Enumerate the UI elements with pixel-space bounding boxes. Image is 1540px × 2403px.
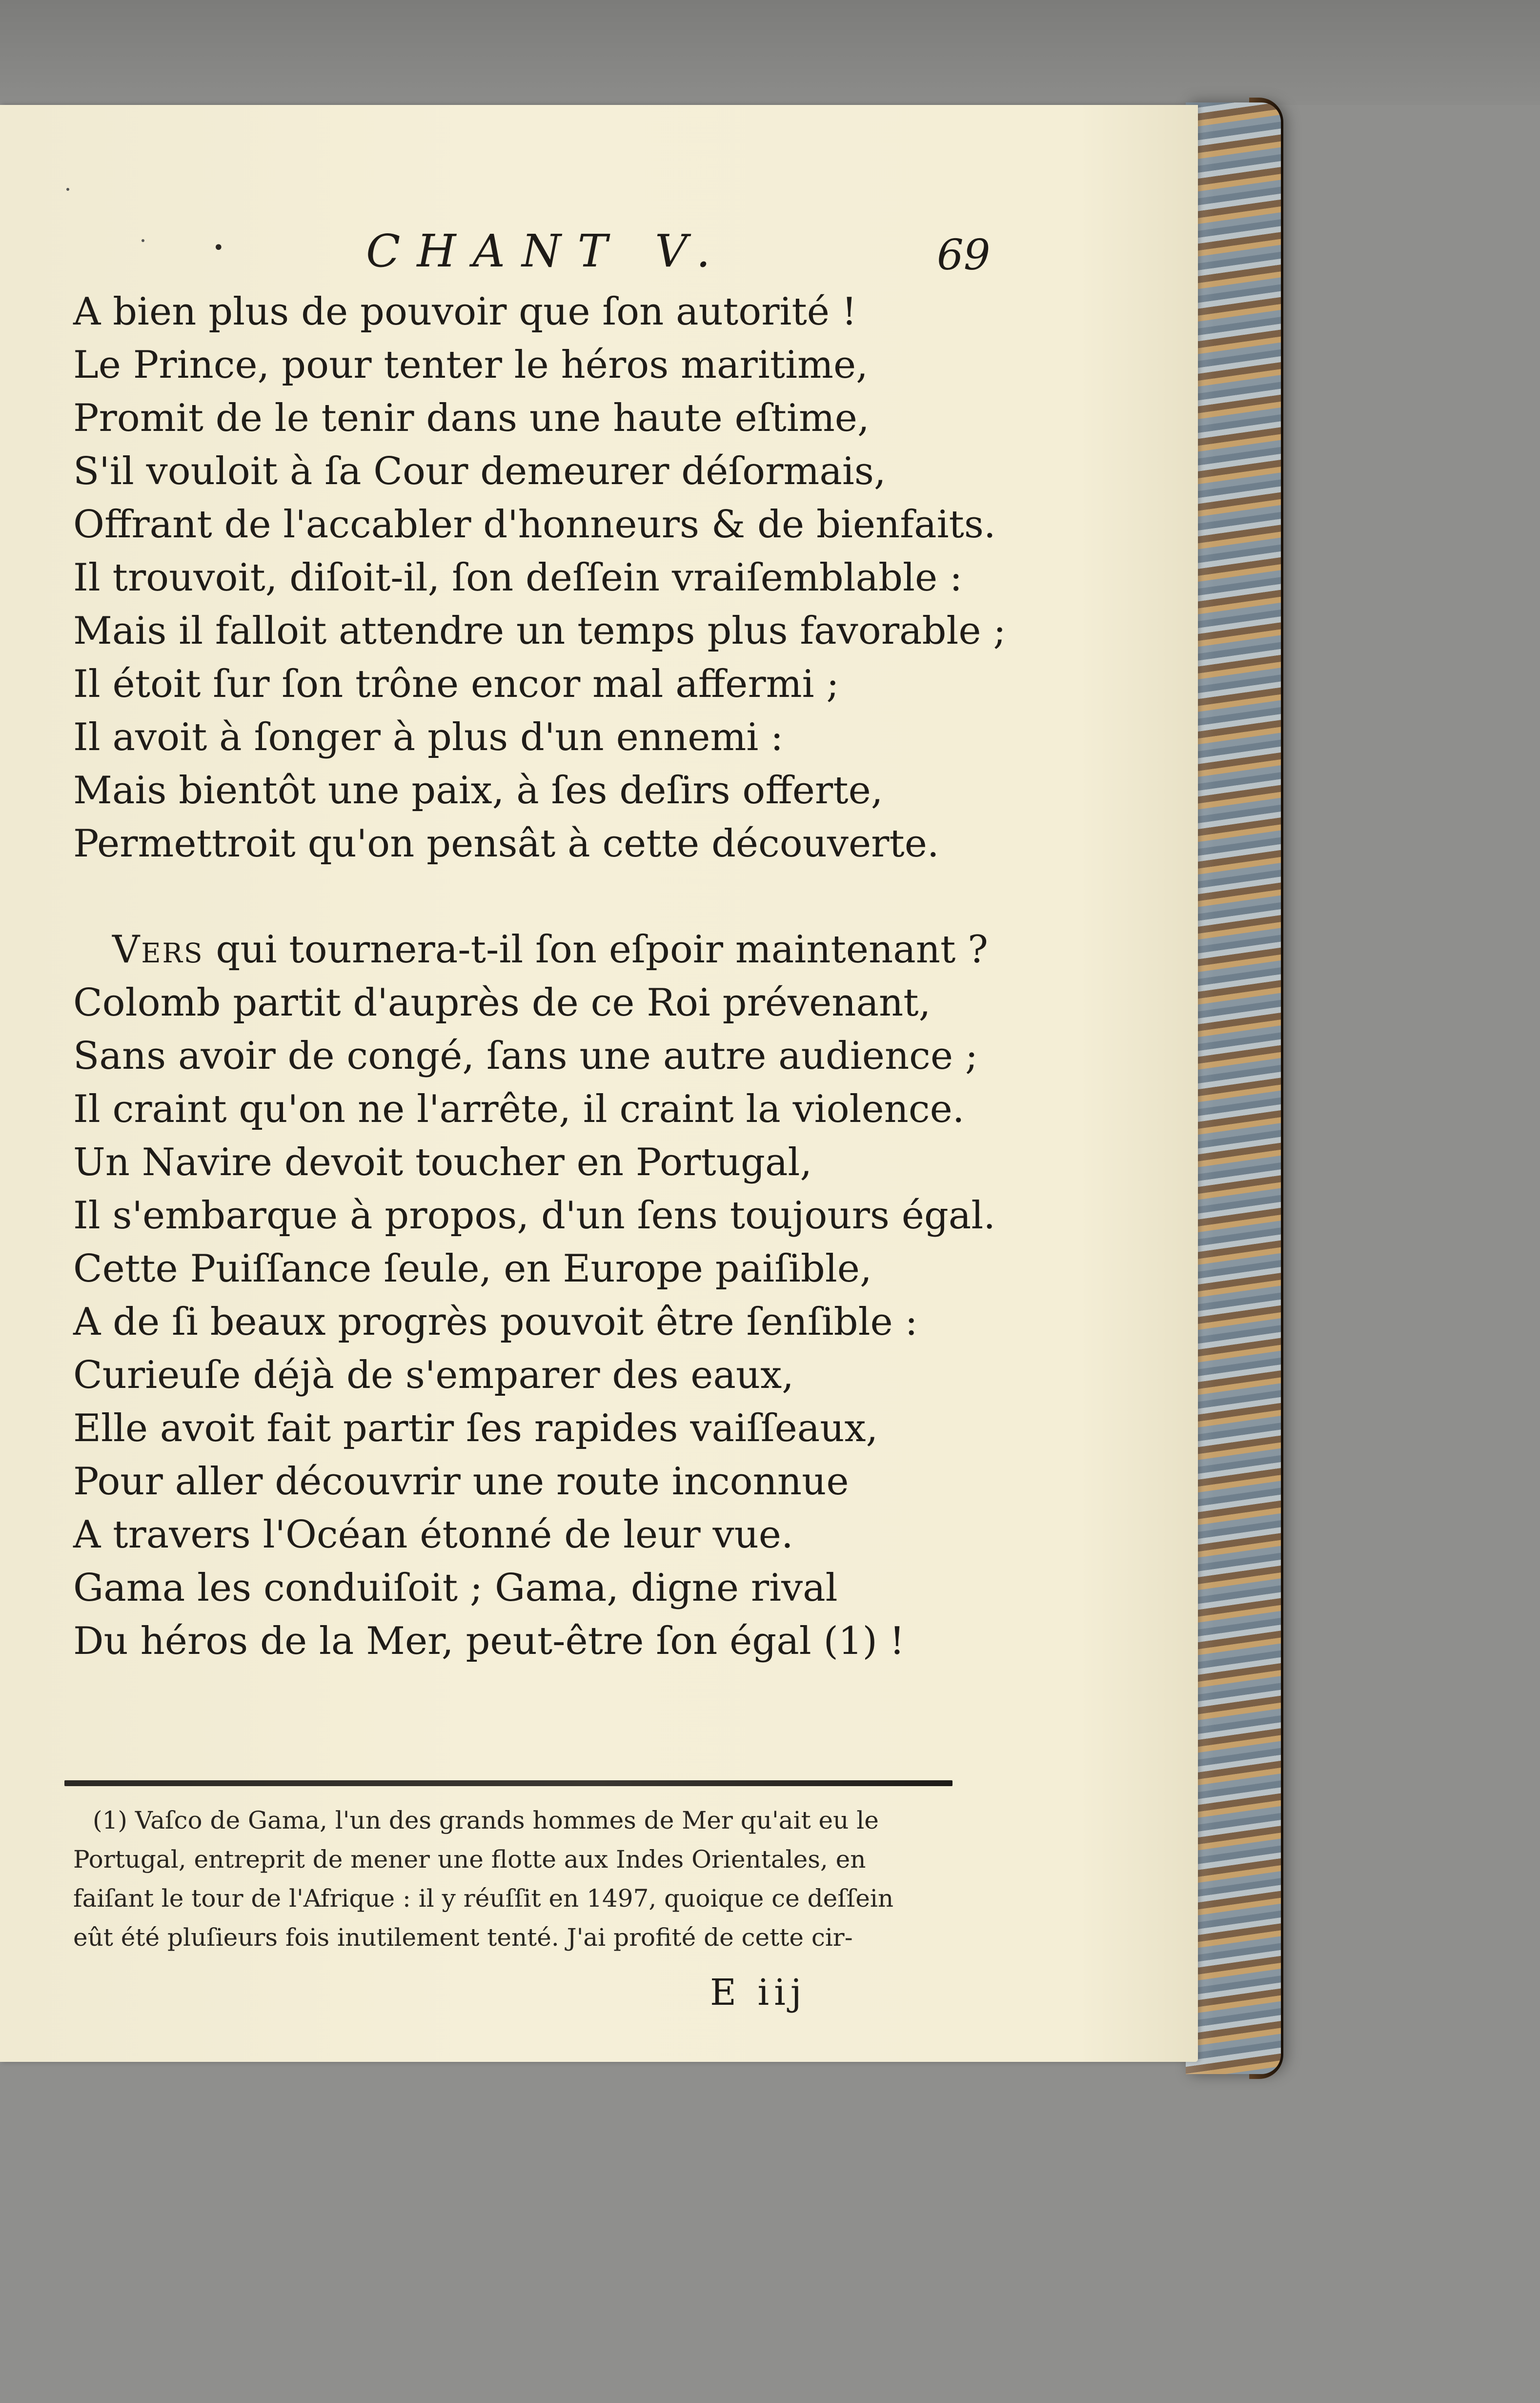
verse-line: Curieuſe déjà de s'emparer des eaux,: [73, 1353, 794, 1397]
verse-line: A travers l'Océan étonné de leur vue.: [73, 1513, 793, 1557]
signature-mark: E iij: [710, 1972, 807, 2014]
footnote-line: (1) Vaſco de Gama, l'un des grands hommes de Mer qu'ait eu le: [93, 1806, 879, 1834]
verse-line: Promit de le tenir dans une haute eſtime,: [73, 396, 870, 440]
ink-speck: [66, 188, 69, 191]
page-number: 69: [937, 231, 991, 280]
verse-line: Un Navire devoit toucher en Portugal,: [73, 1140, 812, 1184]
footnote-line: Portugal, entreprit de mener une flotte aux Indes Orientales, en: [73, 1845, 866, 1874]
verse-line: Il avoit à ſonger à plus d'un ennemi :: [73, 715, 784, 759]
head-ornament: •: [213, 237, 224, 259]
verse-line-rest: qui tournera-t-il ſon eſpoir maintenant ?: [203, 928, 988, 972]
chapter-title: CHANT V.: [366, 225, 727, 277]
verse-line: Il s'embarque à propos, d'un ſens toujours égal.: [73, 1194, 996, 1238]
verse-line: A de ſi beaux progrès pouvoit être ſenſible :: [73, 1300, 918, 1344]
verse-line: S'il vouloit à ſa Cour demeurer déſormais,: [73, 449, 886, 493]
verse-line: Mais bientôt une paix, à ſes deſirs offerte,: [73, 769, 883, 813]
verse-line: A bien plus de pouvoir que ſon autorité !: [73, 290, 857, 334]
verse-line: Colomb partit d'auprès de ce Roi prévenant,: [73, 981, 931, 1025]
verse-line: Il craint qu'on ne l'arrête, il craint la violence.: [73, 1087, 965, 1131]
verse-line: Gama les conduiſoit ; Gama, digne rival: [73, 1566, 838, 1610]
verse-line: Sans avoir de congé, ſans une autre audience ;: [73, 1034, 978, 1078]
verse-line: Mais il falloit attendre un temps plus favorable ;: [73, 609, 1006, 653]
footnote: [73, 1801, 966, 1957]
verse-line-stanza-opening: [73, 923, 1039, 977]
verse-line: Pour aller découvrir une route inconnue: [73, 1460, 849, 1504]
footnote-line: eût été pluſieurs fois inutilement tenté. J'ai profité de cette cir-: [73, 1923, 853, 1952]
poem-text: [73, 285, 1039, 1668]
stanza-opening-word: Vers: [112, 928, 204, 972]
page-edges: [1186, 102, 1281, 2074]
scan-background: [0, 0, 1540, 105]
stanza-break: [73, 871, 1039, 923]
footnote-line: faiſant le tour de l'Afrique : il y réuſſit en 1497, quoique ce deſſein: [73, 1884, 894, 1913]
verse-line: Cette Puiſſance ſeule, en Europe paiſible,: [73, 1247, 872, 1291]
verse-line: Il étoit ſur ſon trône encor mal affermi ;: [73, 662, 839, 706]
footnote-rule: [64, 1780, 952, 1786]
verse-line: Le Prince, pour tenter le héros maritime,: [73, 343, 868, 387]
running-head: [0, 217, 1198, 285]
verse-line: Permettroit qu'on pensât à cette découverte.: [73, 822, 939, 866]
verse-line: Offrant de l'accabler d'honneurs & de bienfaits.: [73, 503, 996, 547]
verse-line: Du héros de la Mer, peut-être ſon égal (1) !: [73, 1619, 905, 1663]
verse-line: Il trouvoit, diſoit-il, ſon deſſein vraiſemblable :: [73, 556, 963, 600]
verse-line: Elle avoit fait partir ſes rapides vaiſſeaux,: [73, 1406, 878, 1450]
